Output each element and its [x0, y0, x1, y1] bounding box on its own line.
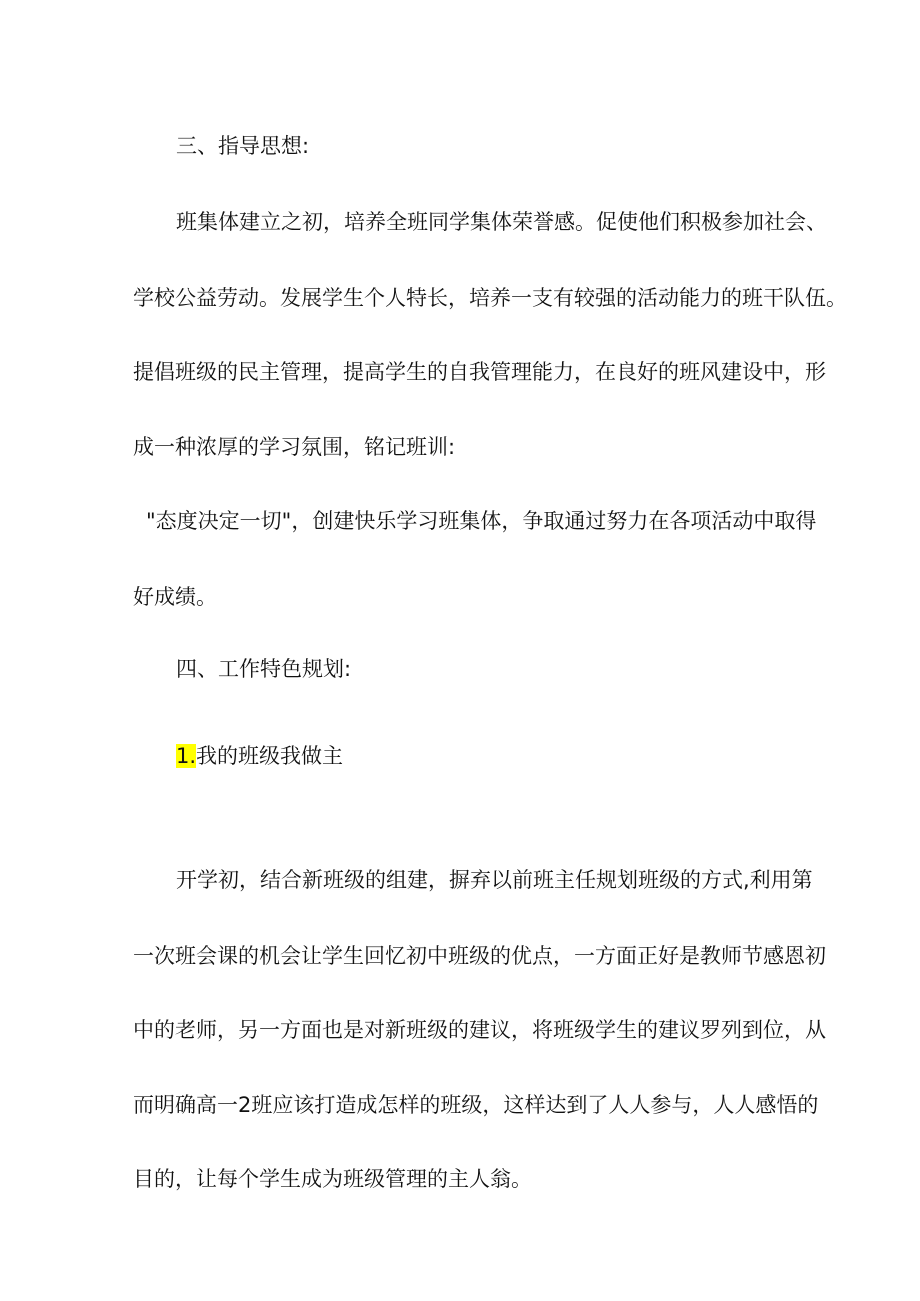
paragraph-line: 好成绩。	[133, 585, 217, 609]
list-item-title: 我的班级我做主	[196, 744, 344, 768]
paragraph-line: "态度决定一切"，创建快乐学习班集体，争取通过努力在各项活动中取得	[146, 509, 817, 533]
section-heading-4: 四、工作特色规划:	[176, 657, 352, 681]
list-item-heading	[176, 741, 343, 771]
paragraph-line: 开学初，结合新班级的组建，摒弃以前班主任规划班级的方式,利用第	[176, 868, 813, 892]
paragraph-line: 学校公益劳动。发展学生个人特长，培养一支有较强的活动能力的班干队伍。	[133, 286, 847, 310]
highlighted-number: 1.	[176, 744, 197, 768]
paragraph-line: 目的，让每个学生成为班级管理的主人翁。	[133, 1167, 532, 1191]
paragraph-line: 成一种浓厚的学习氛围，铭记班训:	[133, 435, 456, 459]
paragraph-line: 一次班会课的机会让学生回忆初中班级的优点，一方面正好是教师节感恩初	[133, 944, 826, 968]
paragraph-line: 提倡班级的民主管理，提高学生的自我管理能力，在良好的班风建设中，形	[133, 360, 826, 384]
section-heading-3: 三、指导思想:	[176, 134, 310, 158]
paragraph-line: 而明确高一2班应该打造成怎样的班级，这样达到了人人参与，人人感悟的	[133, 1093, 819, 1117]
paragraph-line: 中的老师，另一方面也是对新班级的建议，将班级学生的建议罗列到位，从	[133, 1018, 826, 1042]
paragraph-line: 班集体建立之初，培养全班同学集体荣誉感。促使他们积极参加社会、	[176, 210, 827, 234]
